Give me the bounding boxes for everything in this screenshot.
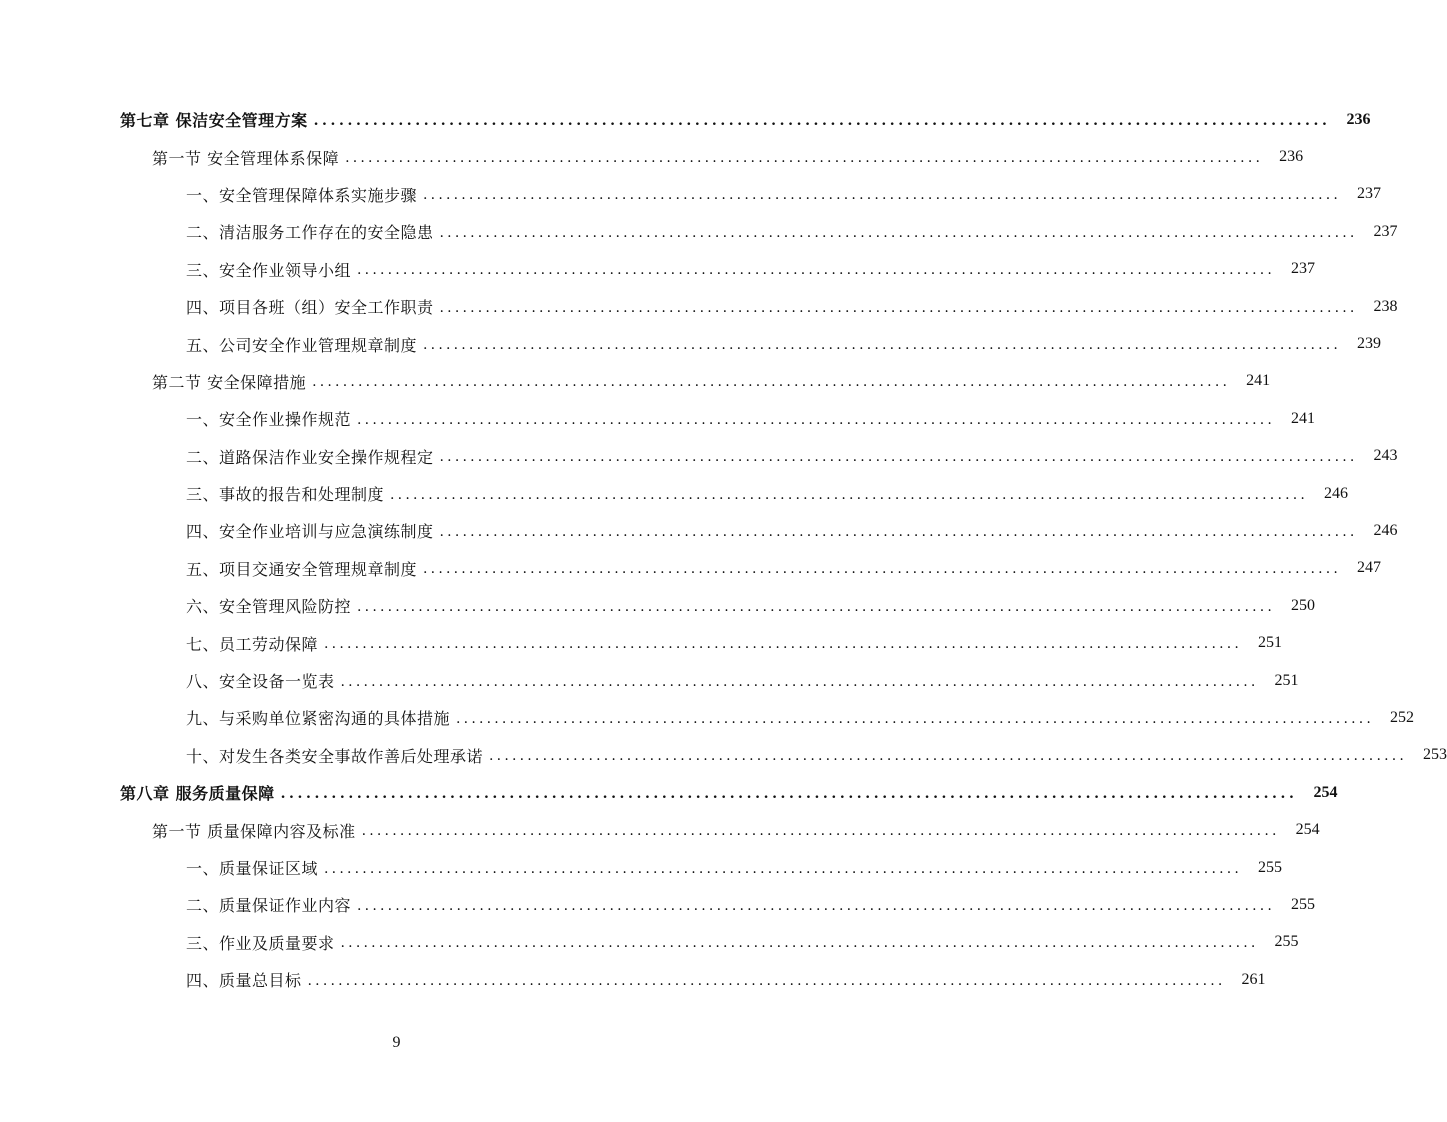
toc-entry-page-number: 255	[1274, 933, 1299, 951]
toc-entry-title: 二、清洁服务工作存在的安全隐患	[186, 223, 434, 243]
toc-entry-item[interactable]	[0, 438, 1398, 475]
toc-entry-page-number: 241	[1246, 372, 1271, 390]
toc-entry-title: 二、道路保洁作业安全操作规程定	[186, 447, 434, 467]
toc-entry-item[interactable]	[0, 550, 1382, 587]
toc-entry-title: 三、作业及质量要求	[186, 933, 335, 953]
toc-entry-title: 第一节 安全管理体系保障	[152, 148, 340, 168]
toc-entry-page-number: 237	[1373, 222, 1398, 240]
toc-entry-title: 五、项目交通安全管理规章制度	[186, 559, 418, 579]
toc-entry-title: 第七章 保洁安全管理方案	[120, 111, 308, 131]
toc-entry-item[interactable]	[0, 662, 1299, 699]
toc-entry-chapter[interactable]	[0, 101, 1371, 138]
toc-entry-title: 第八章 服务质量保障	[120, 784, 275, 804]
toc-entry-page-number: 261	[1241, 970, 1266, 988]
toc-entry-page-number: 250	[1291, 596, 1316, 614]
toc-entry-page-number: 237	[1291, 260, 1316, 278]
toc-entry-chapter[interactable]	[0, 774, 1338, 811]
toc-entry-title: 八、安全设备一览表	[186, 672, 335, 692]
toc-entry-item[interactable]	[0, 587, 1316, 624]
toc-entry-item[interactable]	[0, 176, 1382, 213]
toc-dot-leader: ........................................................................................................................	[456, 710, 1375, 727]
toc-entry-page-number: 236	[1346, 110, 1371, 128]
toc-entry-item[interactable]	[0, 475, 1349, 512]
toc-entry-page-number: 246	[1324, 484, 1349, 502]
toc-dot-leader: ........................................................................................................................	[340, 673, 1259, 690]
toc-dot-leader: ........................................................................................................................	[324, 636, 1243, 653]
toc-dot-leader: ........................................................................................................................	[390, 486, 1309, 503]
toc-dot-leader: ........................................................................................................................	[423, 561, 1342, 578]
toc-dot-leader: ........................................................................................................................	[423, 337, 1342, 354]
toc-dot-leader: ........................................................................................................................	[439, 299, 1358, 316]
toc-entry-page-number: 253	[1423, 746, 1447, 764]
toc-entry-title: 五、公司安全作业管理规章制度	[186, 335, 418, 355]
table-of-contents	[0, 101, 1447, 998]
toc-dot-leader: ........................................................................................................................	[489, 748, 1408, 765]
toc-dot-leader: ........................................................................................................................	[280, 785, 1298, 802]
toc-dot-leader: ........................................................................................................................	[357, 598, 1276, 615]
toc-dot-leader: ........................................................................................................................	[357, 262, 1276, 279]
toc-entry-title: 三、事故的报告和处理制度	[186, 485, 385, 505]
toc-dot-leader: ........................................................................................................................	[307, 972, 1226, 989]
toc-dot-leader: ........................................................................................................................	[345, 150, 1264, 167]
toc-dot-leader: ........................................................................................................................	[439, 449, 1358, 466]
toc-dot-leader: ........................................................................................................................	[439, 224, 1358, 241]
toc-entry-page-number: 237	[1357, 185, 1382, 203]
toc-entry-title: 十、对发生各类安全事故作善后处理承诺	[186, 746, 484, 766]
toc-entry-page-number: 255	[1291, 895, 1316, 913]
toc-entry-title: 四、质量总目标	[186, 971, 302, 991]
toc-dot-leader: ........................................................................................................................	[340, 935, 1259, 952]
toc-dot-leader: ........................................................................................................................	[361, 823, 1280, 840]
toc-entry-item[interactable]	[0, 849, 1283, 886]
page-number: 9	[392, 1034, 401, 1051]
toc-entry-section[interactable]	[0, 138, 1304, 175]
toc-entry-section[interactable]	[0, 811, 1320, 848]
toc-entry-page-number: 236	[1279, 148, 1304, 166]
toc-entry-item[interactable]	[0, 624, 1283, 661]
toc-entry-title: 六、安全管理风险防控	[186, 597, 352, 617]
toc-entry-page-number: 254	[1313, 783, 1338, 801]
toc-entry-page-number: 251	[1258, 634, 1283, 652]
toc-entry-title: 二、质量保证作业内容	[186, 896, 352, 916]
toc-dot-leader: ........................................................................................................................	[357, 897, 1276, 914]
toc-dot-leader: ........................................................................................................................	[439, 523, 1358, 540]
toc-entry-page-number: 239	[1357, 335, 1382, 353]
toc-entry-title: 七、员工劳动保障	[186, 634, 319, 654]
toc-entry-page-number: 238	[1373, 297, 1398, 315]
toc-entry-title: 第一节 质量保障内容及标准	[152, 821, 356, 841]
toc-dot-leader: ........................................................................................................................	[312, 374, 1231, 391]
toc-entry-title: 第二节 安全保障措施	[152, 372, 307, 392]
toc-dot-leader: ........................................................................................................................	[313, 112, 1331, 129]
toc-entry-item[interactable]	[0, 400, 1316, 437]
toc-entry-page-number: 252	[1390, 708, 1415, 726]
toc-entry-title: 九、与采购单位紧密沟通的具体措施	[186, 709, 451, 729]
toc-entry-page-number: 243	[1373, 447, 1398, 465]
toc-entry-item[interactable]	[0, 251, 1316, 288]
toc-entry-page-number: 251	[1274, 671, 1299, 689]
toc-entry-item[interactable]	[0, 288, 1398, 325]
toc-dot-leader: ........................................................................................................................	[357, 411, 1276, 428]
toc-dot-leader: ........................................................................................................................	[324, 860, 1243, 877]
toc-entry-item[interactable]	[0, 886, 1316, 923]
toc-entry-item[interactable]	[0, 325, 1382, 362]
toc-entry-item[interactable]	[0, 699, 1415, 736]
toc-entry-page-number: 247	[1357, 559, 1382, 577]
toc-entry-page-number: 254	[1295, 821, 1320, 839]
toc-entry-title: 一、安全管理保障体系实施步骤	[186, 185, 418, 205]
toc-entry-page-number: 241	[1291, 409, 1316, 427]
toc-entry-page-number: 246	[1373, 521, 1398, 539]
toc-entry-title: 三、安全作业领导小组	[186, 260, 352, 280]
toc-entry-page-number: 255	[1258, 858, 1283, 876]
toc-entry-title: 四、安全作业培训与应急演练制度	[186, 522, 434, 542]
toc-entry-item[interactable]	[0, 512, 1398, 549]
toc-entry-title: 四、项目各班（组）安全工作职责	[186, 298, 434, 318]
toc-entry-item[interactable]	[0, 961, 1266, 998]
toc-entry-item[interactable]	[0, 924, 1299, 961]
toc-entry-item[interactable]	[0, 737, 1447, 774]
toc-dot-leader: ........................................................................................................................	[423, 187, 1342, 204]
toc-entry-section[interactable]	[0, 363, 1271, 400]
toc-entry-item[interactable]	[0, 213, 1398, 250]
toc-entry-title: 一、安全作业操作规范	[186, 410, 352, 430]
toc-entry-title: 一、质量保证区域	[186, 859, 319, 878]
